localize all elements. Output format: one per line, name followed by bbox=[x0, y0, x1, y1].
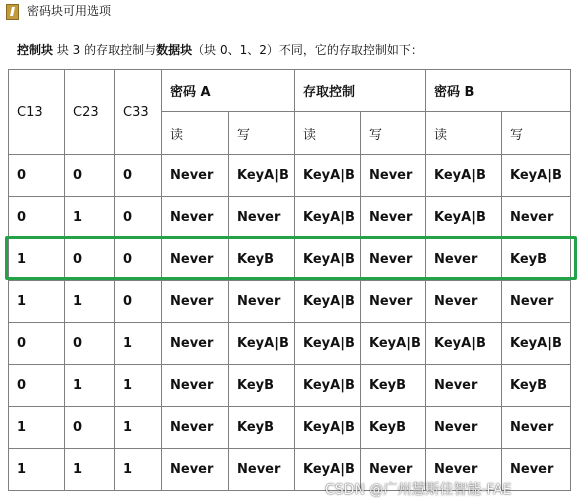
permission-cell: KeyA|B bbox=[295, 449, 361, 491]
control-bit-cell: 0 bbox=[115, 281, 162, 323]
permission-cell: KeyA|B bbox=[295, 197, 361, 239]
permission-cell: KeyA|B bbox=[361, 323, 426, 365]
permission-cell: Never bbox=[361, 449, 426, 491]
control-bit-cell: 1 bbox=[115, 323, 162, 365]
permission-cell: KeyA|B bbox=[426, 323, 502, 365]
control-bit-cell: 0 bbox=[9, 323, 65, 365]
header-key-b: 密码 B bbox=[426, 70, 571, 112]
permission-cell: Never bbox=[229, 281, 295, 323]
permission-cell: KeyB bbox=[361, 365, 426, 407]
permission-cell: Never bbox=[162, 449, 229, 491]
table-row bbox=[9, 155, 571, 197]
permission-cell: KeyA|B bbox=[295, 323, 361, 365]
header-key-a-write: 写 bbox=[229, 112, 295, 155]
permission-cell: Never bbox=[426, 365, 502, 407]
header-c13: C13 bbox=[9, 70, 65, 155]
table-row bbox=[9, 365, 571, 407]
permission-cell: Never bbox=[162, 197, 229, 239]
permission-cell: Never bbox=[361, 239, 426, 281]
permission-cell: Never bbox=[361, 197, 426, 239]
permission-cell: Never bbox=[426, 239, 502, 281]
control-bit-cell: 1 bbox=[115, 365, 162, 407]
permission-cell: KeyB bbox=[229, 407, 295, 449]
control-bit-cell: 1 bbox=[65, 365, 115, 407]
watermark: CSDN @广州慧斯佳智能-FAE bbox=[325, 482, 512, 498]
intro-text-before: 块 3 的存取控制与 bbox=[53, 43, 157, 57]
permission-cell: KeyA|B bbox=[229, 323, 295, 365]
table-row bbox=[9, 197, 571, 239]
header-access-read: 读 bbox=[295, 112, 361, 155]
control-bit-cell: 1 bbox=[9, 281, 65, 323]
permission-cell: KeyA|B bbox=[229, 155, 295, 197]
control-bit-cell: 0 bbox=[65, 407, 115, 449]
permission-cell: KeyA|B bbox=[426, 155, 502, 197]
permission-cell: KeyA|B bbox=[502, 155, 571, 197]
permission-cell: KeyA|B bbox=[295, 239, 361, 281]
header-key-a: 密码 A bbox=[162, 70, 295, 112]
control-bit-cell: 0 bbox=[9, 197, 65, 239]
permission-cell: KeyB bbox=[229, 239, 295, 281]
access-control-table bbox=[8, 69, 571, 491]
permission-cell: KeyA|B bbox=[295, 407, 361, 449]
header-key-a-read: 读 bbox=[162, 112, 229, 155]
control-bit-cell: 0 bbox=[65, 323, 115, 365]
header-row-groups bbox=[9, 70, 571, 112]
header-c23: C23 bbox=[65, 70, 115, 155]
window-title: 密码块可用选项 bbox=[27, 4, 112, 18]
permission-cell: Never bbox=[502, 407, 571, 449]
permission-cell: Never bbox=[162, 365, 229, 407]
control-bit-cell: 0 bbox=[9, 365, 65, 407]
permission-cell: KeyB bbox=[361, 407, 426, 449]
header-key-b-read: 读 bbox=[426, 112, 502, 155]
control-bit-cell: 0 bbox=[9, 155, 65, 197]
permission-cell: Never bbox=[426, 449, 502, 491]
permission-cell: Never bbox=[361, 281, 426, 323]
control-bit-cell: 0 bbox=[115, 155, 162, 197]
permission-cell: Never bbox=[229, 197, 295, 239]
header-access-write: 写 bbox=[361, 112, 426, 155]
permission-cell: Never bbox=[162, 407, 229, 449]
table-row bbox=[9, 281, 571, 323]
control-bit-cell: 1 bbox=[65, 281, 115, 323]
permission-cell: Never bbox=[162, 323, 229, 365]
permission-cell: Never bbox=[426, 281, 502, 323]
permission-cell: Never bbox=[162, 155, 229, 197]
title-bar bbox=[0, 0, 585, 30]
control-bit-cell: 0 bbox=[115, 197, 162, 239]
permission-cell: KeyB bbox=[502, 239, 571, 281]
intro-lead: 控制块 bbox=[17, 43, 54, 57]
control-bit-cell: 1 bbox=[115, 449, 162, 491]
table-body bbox=[9, 155, 571, 491]
permission-cell: KeyA|B bbox=[295, 155, 361, 197]
control-bit-cell: 1 bbox=[9, 449, 65, 491]
permission-cell: KeyB bbox=[502, 365, 571, 407]
control-bit-cell: 1 bbox=[115, 407, 162, 449]
header-c33: C33 bbox=[115, 70, 162, 155]
header-key-b-write: 写 bbox=[502, 112, 571, 155]
permission-cell: KeyB bbox=[229, 365, 295, 407]
permission-cell: KeyA|B bbox=[295, 281, 361, 323]
permission-cell: Never bbox=[162, 281, 229, 323]
control-bit-cell: 0 bbox=[65, 239, 115, 281]
permission-cell: Never bbox=[502, 449, 571, 491]
permission-cell: Never bbox=[229, 449, 295, 491]
permission-cell: KeyA|B bbox=[295, 365, 361, 407]
intro-bold-fragment: 数据块 bbox=[156, 43, 193, 57]
intro-text-after: （块 0、1、2）不同，它的存取控制如下： bbox=[192, 43, 423, 57]
control-bit-cell: 1 bbox=[65, 197, 115, 239]
intro-paragraph bbox=[17, 42, 423, 58]
control-bit-cell: 1 bbox=[9, 239, 65, 281]
permission-cell: Never bbox=[426, 407, 502, 449]
app-icon bbox=[6, 4, 19, 20]
control-bit-cell: 1 bbox=[65, 449, 115, 491]
table-row bbox=[9, 239, 571, 281]
control-bit-cell: 1 bbox=[9, 407, 65, 449]
control-bit-cell: 0 bbox=[115, 239, 162, 281]
permission-cell: KeyA|B bbox=[502, 323, 571, 365]
permission-cell: Never bbox=[162, 239, 229, 281]
header-access-bits: 存取控制 bbox=[295, 70, 426, 112]
permission-cell: Never bbox=[502, 197, 571, 239]
table-row bbox=[9, 323, 571, 365]
control-bit-cell: 0 bbox=[65, 155, 115, 197]
permission-cell: Never bbox=[361, 155, 426, 197]
permission-cell: KeyA|B bbox=[426, 197, 502, 239]
table-row bbox=[9, 407, 571, 449]
permission-cell: Never bbox=[502, 281, 571, 323]
